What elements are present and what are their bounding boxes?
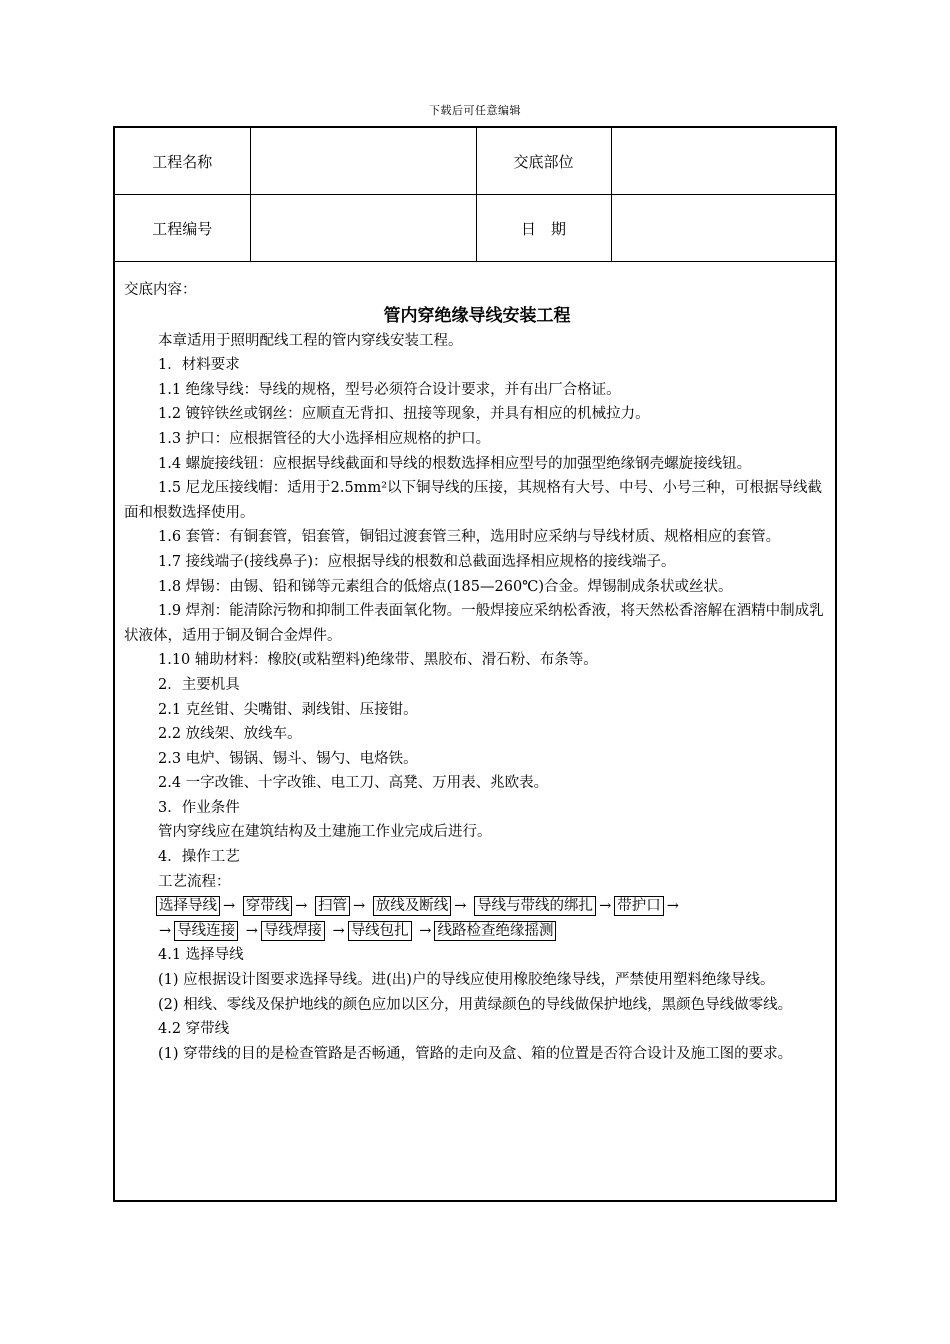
- flow-step: 线路检查绝缘摇测: [434, 921, 556, 941]
- flow-step: 选择导线: [156, 896, 220, 916]
- project-name-value: [250, 128, 476, 195]
- arrow-icon: →: [245, 922, 258, 939]
- arrow-icon: →: [223, 898, 236, 915]
- flow-step: 放线及断线: [373, 896, 452, 916]
- paragraph: 1.6 套管：有铜套管，铝套管，铜铝过渡套管三种，选用时应采纳与导线材质、规格相应的套管。: [158, 529, 781, 546]
- paragraph: 2.1 克丝钳、尖嘴钳、剥线钳、压接钳。: [158, 701, 418, 718]
- arrow-icon: →: [419, 922, 432, 939]
- flow-step: 穿带线: [243, 896, 293, 916]
- section-heading: 3．作业条件: [158, 799, 240, 816]
- paragraph: 1.7 接线端子(接线鼻子)：应根据导线的根数和总截面选择相应规格的接线端子。: [158, 553, 676, 570]
- project-no-value: [250, 195, 476, 262]
- disclosure-form: [113, 126, 837, 1202]
- flow-step: 导线连接: [174, 921, 238, 941]
- arrow-icon: →: [332, 922, 345, 939]
- process-flow-line-2: [124, 919, 830, 944]
- disclosure-part-label: 交底部位: [476, 128, 611, 195]
- content-label: 交底内容：: [124, 282, 197, 298]
- arrow-icon: →: [454, 898, 467, 915]
- section-heading: 4．操作工艺: [158, 849, 240, 866]
- paragraph: 工艺流程：: [158, 873, 231, 890]
- section-heading: 1．材料要求: [158, 357, 240, 374]
- paragraph: 1.10 辅助材料：橡胶(或粘塑料)绝缘带、黑胶布、滑石粉、布条等。: [158, 652, 598, 669]
- date-value: [611, 195, 835, 262]
- paragraph: 2.4 一字改锥、十字改锥、电工刀、高凳、万用表、兆欧表。: [158, 775, 549, 792]
- paragraph: 1.1 绝缘导线：导线的规格，型号必须符合设计要求，并有出厂合格证。: [158, 381, 621, 398]
- paragraph: (1) 穿带线的目的是检查管路是否畅通，管路的走向及盒、箱的位置是否符合设计及施工图的要求。: [158, 1045, 793, 1062]
- flow-step: 导线与带线的绑扎: [474, 896, 596, 916]
- section-heading: 2．主要机具: [158, 676, 240, 693]
- section-heading: 4.2 穿带线: [158, 1021, 230, 1038]
- arrow-icon: →: [599, 898, 612, 915]
- flow-step: 带护口: [614, 896, 664, 916]
- paragraph: 2.2 放线架、放线车。: [158, 726, 302, 743]
- process-flow-line-1: [124, 894, 830, 919]
- date-label: 日 期: [476, 195, 611, 262]
- flow-step: 导线包扎: [348, 921, 412, 941]
- section-heading: 4.1 选择导线: [158, 947, 244, 964]
- arrow-icon: →: [666, 898, 679, 915]
- project-no-label: 工程编号: [115, 195, 250, 262]
- arrow-icon: →: [353, 898, 366, 915]
- project-name-label: 工程名称: [115, 128, 250, 195]
- arrow-icon: →: [295, 898, 308, 915]
- disclosure-content: [124, 278, 830, 1066]
- paragraph: 1.9 焊剂：能清除污物和抑制工件表面氧化物。一般焊接应采纳松香液，将天然松香溶解在酒精中制成乳状液体，适用于铜及铜合金焊件。: [124, 603, 824, 644]
- paragraph: 本章适用于照明配线工程的管内穿线安装工程。: [158, 332, 463, 349]
- paragraph: 1.8 焊锡：由锡、铅和锑等元素组合的低熔点(185—260℃)合金。焊锡制成条状或丝状。: [158, 578, 733, 595]
- document-title: 管内穿绝缘导线安装工程: [383, 305, 571, 326]
- paragraph: (2) 相线、零线及保护地线的颜色应加以区分，用黄绿颜色的导线做保护地线，黑颜色导线做零线。: [158, 996, 793, 1013]
- paragraph: 1.3 护口：应根据管径的大小选择相应规格的护口。: [158, 430, 491, 447]
- flow-step: 扫管: [315, 896, 350, 916]
- top-note: 下载后可任意编辑: [429, 104, 521, 117]
- paragraph: 1.2 镀锌铁丝或钢丝：应顺直无背扣、扭接等现象，并具有相应的机械拉力。: [158, 406, 650, 423]
- paragraph: 1.4 螺旋接线钮：应根据导线截面和导线的根数选择相应型号的加强型绝缘钢壳螺旋接线钮。: [158, 455, 752, 472]
- paragraph: (1) 应根据设计图要求选择导线。进(出)户的导线应使用橡胶绝缘导线，严禁使用塑料绝缘导线。: [158, 972, 775, 989]
- arrow-icon: →: [159, 922, 172, 939]
- paragraph: 2.3 电炉、锡锅、锡斗、锡勺、电烙铁。: [158, 750, 418, 767]
- paragraph: 1.5 尼龙压接线帽：适用于2.5mm²以下铜导线的压接，其规格有大号、中号、小号三种，可根据导线截面和根数选择使用。: [124, 480, 823, 521]
- paragraph: 管内穿线应在建筑结构及土建施工作业完成后进行。: [158, 824, 492, 841]
- disclosure-part-value: [611, 128, 835, 195]
- header-table: [115, 128, 835, 262]
- flow-step: 导线焊接: [261, 921, 325, 941]
